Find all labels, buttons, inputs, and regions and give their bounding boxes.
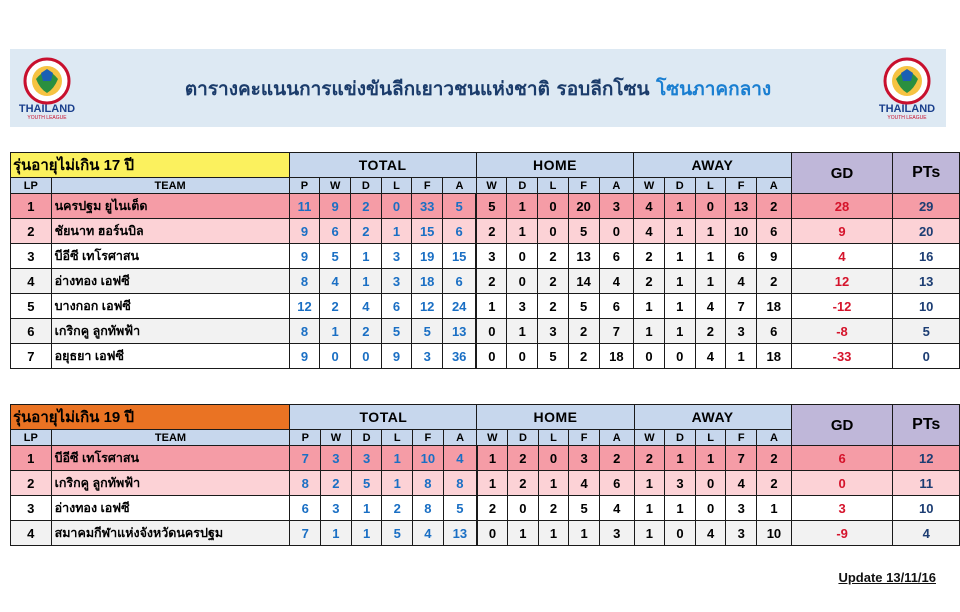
aa-cell: 2 (756, 194, 791, 219)
home-w-header: W (476, 178, 507, 194)
team-header: TEAM (51, 430, 290, 446)
aa-cell: 2 (757, 471, 792, 496)
aw-cell: 1 (634, 496, 665, 521)
hf-cell: 4 (569, 471, 600, 496)
svg-text:THAILAND: THAILAND (878, 103, 936, 115)
ad-cell: 1 (664, 194, 695, 219)
hl-cell: 3 (538, 319, 569, 344)
w-cell: 5 (320, 244, 351, 269)
af-cell: 4 (726, 269, 757, 294)
title-banner (10, 49, 946, 127)
total-p-header: P (290, 430, 321, 446)
table-row (11, 319, 960, 344)
total-group-header: TOTAL (289, 153, 476, 178)
af-cell: 7 (726, 446, 757, 471)
home-group-header: HOME (476, 153, 633, 178)
p-cell: 8 (289, 269, 320, 294)
d-cell: 2 (351, 194, 382, 219)
ad-cell: 1 (664, 219, 695, 244)
af-cell: 7 (726, 294, 757, 319)
hw-cell: 0 (476, 319, 507, 344)
away-f-header: F (726, 178, 757, 194)
ad-cell: 1 (664, 294, 695, 319)
d-cell: 1 (351, 244, 382, 269)
ha-cell: 6 (599, 294, 634, 319)
ha-cell: 4 (599, 496, 634, 521)
gd-cell: -33 (791, 344, 893, 369)
hl-cell: 0 (538, 446, 569, 471)
gd-cell: 6 (791, 446, 893, 471)
al-cell: 0 (695, 496, 726, 521)
home-f-header: F (569, 430, 600, 446)
f-cell: 10 (413, 446, 444, 471)
hf-cell: 3 (569, 446, 600, 471)
away-d-header: D (664, 178, 695, 194)
total-w-header: W (321, 430, 352, 446)
l-cell: 1 (381, 219, 412, 244)
pts-header: PTs (893, 153, 960, 194)
l-cell: 1 (382, 471, 413, 496)
home-l-header: L (538, 430, 569, 446)
af-cell: 3 (726, 319, 757, 344)
p-cell: 8 (289, 319, 320, 344)
pts-cell: 29 (893, 194, 960, 219)
title-zone: โซนภาคกลาง (656, 78, 772, 100)
hl-cell: 0 (538, 194, 569, 219)
hl-cell: 5 (538, 344, 569, 369)
w-cell: 1 (321, 521, 352, 546)
p-cell: 9 (289, 344, 320, 369)
gd-header: GD (791, 405, 893, 446)
ha-cell: 2 (599, 446, 634, 471)
aa-cell: 6 (756, 219, 791, 244)
d-cell: 1 (351, 496, 382, 521)
f-cell: 5 (412, 319, 443, 344)
aa-cell: 2 (757, 446, 792, 471)
ad-cell: 0 (665, 521, 696, 546)
away-l-header: L (695, 430, 726, 446)
team-cell: อ่างทอง เอฟซี (51, 496, 290, 521)
away-group-header: AWAY (634, 153, 791, 178)
d-cell: 1 (351, 269, 382, 294)
al-cell: 1 (695, 269, 726, 294)
group-header-row (11, 153, 960, 178)
group-header-row (11, 405, 960, 430)
hd-cell: 1 (507, 319, 538, 344)
svg-text:THAILAND: THAILAND (18, 103, 76, 115)
total-group-header: TOTAL (290, 405, 477, 430)
w-cell: 9 (320, 194, 351, 219)
hf-cell: 1 (569, 521, 600, 546)
d-cell: 2 (351, 319, 382, 344)
ha-cell: 7 (599, 319, 634, 344)
total-d-header: D (351, 430, 382, 446)
d-cell: 0 (351, 344, 382, 369)
home-d-header: D (508, 430, 539, 446)
a-cell: 4 (443, 446, 477, 471)
lp-cell: 7 (11, 344, 52, 369)
l-cell: 5 (382, 521, 413, 546)
a-cell: 15 (443, 244, 477, 269)
aa-cell: 6 (756, 319, 791, 344)
ha-cell: 0 (599, 219, 634, 244)
table-row (11, 446, 960, 471)
hf-cell: 20 (568, 194, 599, 219)
table-row (11, 219, 960, 244)
hl-cell: 0 (538, 219, 569, 244)
l-cell: 1 (382, 446, 413, 471)
team-cell: อ่างทอง เอฟซี (51, 269, 289, 294)
a-cell: 13 (443, 521, 477, 546)
ha-cell: 3 (599, 194, 634, 219)
p-cell: 7 (290, 446, 321, 471)
ad-cell: 1 (665, 446, 696, 471)
pts-header: PTs (893, 405, 960, 446)
gd-cell: 28 (791, 194, 893, 219)
team-cell: ชัยนาท ฮอร์นบิล (51, 219, 289, 244)
table-row (11, 344, 960, 369)
total-p-header: P (289, 178, 320, 194)
team-cell: อยุธยา เอฟซี (51, 344, 289, 369)
total-l-header: L (381, 178, 412, 194)
team-cell: นครปฐม ยูไนเต็ด (51, 194, 289, 219)
f-cell: 19 (412, 244, 443, 269)
af-cell: 1 (726, 344, 757, 369)
gd-cell: 0 (791, 471, 893, 496)
a-cell: 13 (443, 319, 477, 344)
pts-cell: 11 (893, 471, 960, 496)
pts-cell: 10 (893, 294, 960, 319)
al-cell: 0 (695, 194, 726, 219)
table-row (11, 269, 960, 294)
total-f-header: F (412, 178, 443, 194)
d-cell: 2 (351, 219, 382, 244)
hl-cell: 1 (538, 471, 569, 496)
hd-cell: 1 (507, 219, 538, 244)
lp-cell: 1 (11, 446, 52, 471)
pts-cell: 5 (893, 319, 960, 344)
hf-cell: 2 (568, 319, 599, 344)
a-cell: 6 (443, 219, 477, 244)
home-f-header: F (568, 178, 599, 194)
hw-cell: 1 (476, 294, 507, 319)
lp-cell: 3 (11, 244, 52, 269)
l-cell: 3 (381, 244, 412, 269)
aw-cell: 2 (634, 269, 665, 294)
standings-table-u17 (10, 152, 960, 369)
lp-cell: 6 (11, 319, 52, 344)
aa-cell: 10 (757, 521, 792, 546)
l-cell: 2 (382, 496, 413, 521)
svg-text:YOUTH LEAGUE: YOUTH LEAGUE (887, 115, 927, 121)
table-row (11, 496, 960, 521)
p-cell: 11 (289, 194, 320, 219)
hd-cell: 2 (508, 446, 539, 471)
away-f-header: F (726, 430, 757, 446)
gd-header: GD (791, 153, 893, 194)
f-cell: 4 (413, 521, 444, 546)
total-a-header: A (443, 178, 477, 194)
lp-cell: 2 (11, 219, 52, 244)
hw-cell: 3 (476, 244, 507, 269)
table-row (11, 521, 960, 546)
a-cell: 5 (443, 194, 477, 219)
a-cell: 36 (443, 344, 477, 369)
lp-cell: 4 (11, 269, 52, 294)
title-main: ตารางคะแนนการแข่งขันลีกเยาวชนแห่งชาติ รอบลีกโซน (184, 78, 650, 100)
team-cell: เกริกคู ลูกทัพฟ้า (51, 319, 289, 344)
d-cell: 4 (351, 294, 382, 319)
a-cell: 8 (443, 471, 477, 496)
al-cell: 1 (695, 244, 726, 269)
al-cell: 0 (695, 471, 726, 496)
total-w-header: W (320, 178, 351, 194)
w-cell: 4 (320, 269, 351, 294)
af-cell: 13 (726, 194, 757, 219)
team-cell: บีอีซี เทโรศาสน (51, 446, 290, 471)
af-cell: 3 (726, 521, 757, 546)
aw-cell: 1 (634, 319, 665, 344)
pts-cell: 4 (893, 521, 960, 546)
total-d-header: D (351, 178, 382, 194)
team-cell: เกริกคู ลูกทัพฟ้า (51, 471, 290, 496)
table-row (11, 294, 960, 319)
lp-cell: 1 (11, 194, 52, 219)
w-cell: 6 (320, 219, 351, 244)
ha-cell: 4 (599, 269, 634, 294)
hw-cell: 5 (476, 194, 507, 219)
svg-text:YOUTH LEAGUE: YOUTH LEAGUE (27, 115, 67, 121)
f-cell: 8 (413, 471, 444, 496)
af-cell: 4 (726, 471, 757, 496)
aw-cell: 4 (634, 194, 665, 219)
aa-cell: 18 (756, 294, 791, 319)
p-cell: 7 (290, 521, 321, 546)
gd-cell: -8 (791, 319, 893, 344)
gd-cell: -9 (791, 521, 893, 546)
hd-cell: 0 (507, 344, 538, 369)
hw-cell: 0 (477, 521, 508, 546)
total-f-header: F (413, 430, 444, 446)
hw-cell: 2 (476, 219, 507, 244)
update-date: Update 13/11/16 (838, 570, 936, 585)
home-d-header: D (507, 178, 538, 194)
home-group-header: HOME (477, 405, 634, 430)
hf-cell: 5 (568, 219, 599, 244)
f-cell: 33 (412, 194, 443, 219)
aw-cell: 1 (634, 294, 665, 319)
hw-cell: 2 (477, 496, 508, 521)
d-cell: 3 (351, 446, 382, 471)
p-cell: 8 (290, 471, 321, 496)
team-cell: บีอีซี เทโรศาสน (51, 244, 289, 269)
team-cell: สมาคมกีฬาแห่งจังหวัดนครปฐม (51, 521, 290, 546)
away-l-header: L (695, 178, 726, 194)
f-cell: 3 (412, 344, 443, 369)
hd-cell: 1 (507, 194, 538, 219)
l-cell: 3 (381, 269, 412, 294)
af-cell: 6 (726, 244, 757, 269)
p-cell: 6 (290, 496, 321, 521)
w-cell: 0 (320, 344, 351, 369)
lp-cell: 4 (11, 521, 52, 546)
gd-cell: 9 (791, 219, 893, 244)
a-cell: 5 (443, 496, 477, 521)
w-cell: 3 (321, 496, 352, 521)
f-cell: 15 (412, 219, 443, 244)
pts-cell: 12 (893, 446, 960, 471)
al-cell: 4 (695, 344, 726, 369)
table-row (11, 194, 960, 219)
gd-cell: -12 (791, 294, 893, 319)
aa-cell: 2 (756, 269, 791, 294)
aw-cell: 1 (634, 521, 665, 546)
hl-cell: 2 (538, 294, 569, 319)
thailand-youth-league-logo-right (874, 55, 940, 121)
age-group-label: รุ่นอายุไม่เกิน 19 ปี (11, 405, 290, 430)
al-cell: 4 (695, 521, 726, 546)
aw-cell: 1 (634, 471, 665, 496)
ad-cell: 1 (664, 244, 695, 269)
al-cell: 1 (695, 219, 726, 244)
af-cell: 3 (726, 496, 757, 521)
pts-cell: 10 (893, 496, 960, 521)
hl-cell: 2 (538, 244, 569, 269)
hw-cell: 2 (476, 269, 507, 294)
away-group-header: AWAY (634, 405, 791, 430)
hl-cell: 2 (538, 269, 569, 294)
gd-cell: 12 (791, 269, 893, 294)
page-title (10, 74, 946, 104)
w-cell: 2 (321, 471, 352, 496)
al-cell: 1 (695, 446, 726, 471)
f-cell: 18 (412, 269, 443, 294)
lp-cell: 3 (11, 496, 52, 521)
away-w-header: W (634, 430, 665, 446)
pts-cell: 20 (893, 219, 960, 244)
hd-cell: 0 (507, 244, 538, 269)
hf-cell: 5 (568, 294, 599, 319)
l-cell: 6 (381, 294, 412, 319)
ha-cell: 6 (599, 471, 634, 496)
f-cell: 8 (413, 496, 444, 521)
a-cell: 6 (443, 269, 477, 294)
hf-cell: 2 (568, 344, 599, 369)
standings-table-u19 (10, 404, 960, 546)
pts-cell: 0 (893, 344, 960, 369)
lp-cell: 5 (11, 294, 52, 319)
team-header: TEAM (51, 178, 289, 194)
hl-cell: 2 (538, 496, 569, 521)
ha-cell: 18 (599, 344, 634, 369)
away-a-header: A (756, 178, 791, 194)
hd-cell: 3 (507, 294, 538, 319)
f-cell: 12 (412, 294, 443, 319)
lp-cell: 2 (11, 471, 52, 496)
d-cell: 1 (351, 521, 382, 546)
hw-cell: 1 (477, 471, 508, 496)
ad-cell: 1 (665, 496, 696, 521)
aw-cell: 2 (634, 446, 665, 471)
age-group-label: รุ่นอายุไม่เกิน 17 ปี (11, 153, 290, 178)
af-cell: 10 (726, 219, 757, 244)
team-cell: บางกอก เอฟซี (51, 294, 289, 319)
w-cell: 2 (320, 294, 351, 319)
lp-header: LP (11, 178, 52, 194)
aa-cell: 1 (757, 496, 792, 521)
w-cell: 3 (321, 446, 352, 471)
gd-cell: 3 (791, 496, 893, 521)
ad-cell: 1 (664, 319, 695, 344)
total-l-header: L (382, 430, 413, 446)
table-row (11, 471, 960, 496)
l-cell: 5 (381, 319, 412, 344)
away-a-header: A (757, 430, 792, 446)
aw-cell: 2 (634, 244, 665, 269)
ad-cell: 0 (664, 344, 695, 369)
home-a-header: A (599, 430, 634, 446)
hd-cell: 0 (508, 496, 539, 521)
home-l-header: L (538, 178, 569, 194)
p-cell: 9 (289, 219, 320, 244)
aw-cell: 4 (634, 219, 665, 244)
gd-cell: 4 (791, 244, 893, 269)
hf-cell: 5 (569, 496, 600, 521)
away-d-header: D (665, 430, 696, 446)
lp-header: LP (11, 430, 52, 446)
p-cell: 9 (289, 244, 320, 269)
total-a-header: A (443, 430, 477, 446)
hd-cell: 2 (508, 471, 539, 496)
hf-cell: 13 (568, 244, 599, 269)
table-row (11, 244, 960, 269)
l-cell: 9 (381, 344, 412, 369)
a-cell: 24 (443, 294, 477, 319)
ad-cell: 3 (665, 471, 696, 496)
p-cell: 12 (289, 294, 320, 319)
aa-cell: 18 (756, 344, 791, 369)
aa-cell: 9 (756, 244, 791, 269)
home-a-header: A (599, 178, 634, 194)
al-cell: 2 (695, 319, 726, 344)
pts-cell: 13 (893, 269, 960, 294)
al-cell: 4 (695, 294, 726, 319)
ad-cell: 1 (664, 269, 695, 294)
hd-cell: 1 (508, 521, 539, 546)
w-cell: 1 (320, 319, 351, 344)
away-w-header: W (634, 178, 665, 194)
home-w-header: W (477, 430, 508, 446)
aw-cell: 0 (634, 344, 665, 369)
hd-cell: 0 (507, 269, 538, 294)
pts-cell: 16 (893, 244, 960, 269)
l-cell: 0 (381, 194, 412, 219)
hw-cell: 1 (477, 446, 508, 471)
d-cell: 5 (351, 471, 382, 496)
hl-cell: 1 (538, 521, 569, 546)
ha-cell: 3 (599, 521, 634, 546)
ha-cell: 6 (599, 244, 634, 269)
hw-cell: 0 (476, 344, 507, 369)
hf-cell: 14 (568, 269, 599, 294)
